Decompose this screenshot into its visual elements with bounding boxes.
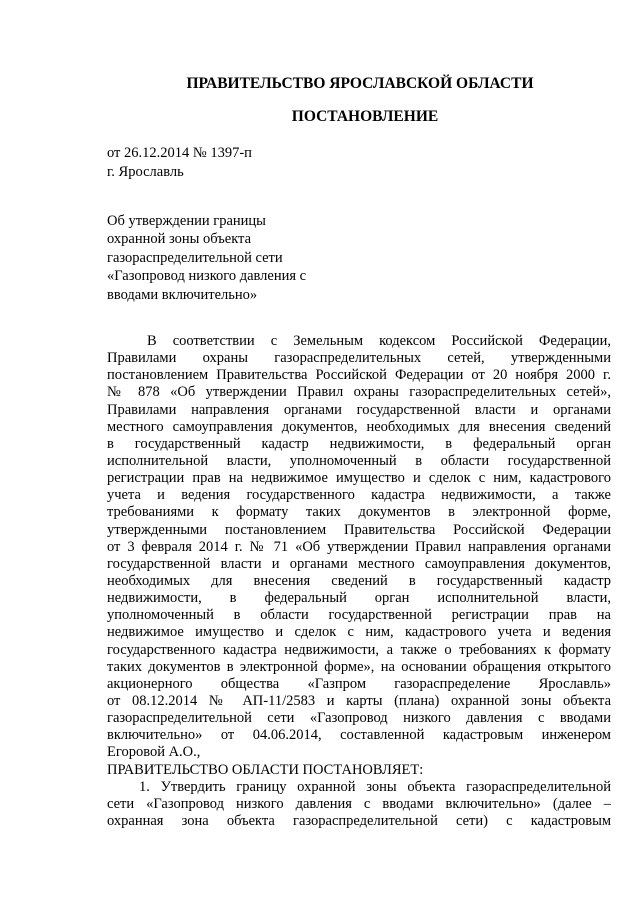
body-line: уполномоченный в области государственной регистрации прав на (107, 607, 611, 624)
body-line: № 878 «Об утверждении Правил охраны газораспределительных сетей», (107, 384, 611, 401)
document-meta (107, 144, 252, 182)
body-line: акционерного общества «Газпром газораспределение Ярославль» (107, 675, 611, 692)
body-line: таких документов в электронной форме», на основании обращения открытого (107, 658, 611, 675)
body-line: утвержденными постановлением Правительства Российской Федерации (107, 521, 611, 538)
subject-line: «Газопровод низкого давления с (107, 268, 307, 285)
subject-line: вводами включительно» (107, 286, 258, 303)
body-line: недвижимости, в федеральный орган исполнительной власти, (107, 590, 611, 607)
body-line: местного самоуправления документов, необходимых для внесения сведений (107, 418, 611, 435)
body-line: государственной власти и органами местного самоуправления документов, (107, 555, 611, 572)
subject-line: Об утверждении границы (107, 213, 266, 229)
body-line: государственного кадастра недвижимости, а также о требованиях к формату (107, 641, 611, 658)
body-line: исполнительной власти, уполномоченный в области государственной (107, 452, 611, 469)
body-line: требованиями к формату таких документов в электронной форме, (107, 504, 611, 521)
document-subject (107, 212, 306, 304)
document-type-title: ПОСТАНОВЛЕНИЕ (291, 108, 439, 125)
date-number: от 26.12.2014 № 1397-п (107, 145, 252, 161)
body-line: включительно» от 04.06.2014, составленной кадастровым инженером (107, 727, 611, 744)
body-line: Правилами охраны газораспределительных сетей, утвержденными (107, 350, 611, 367)
subject-line: охранной зоны объекта (107, 231, 252, 248)
body-line: постановлением Правительства Российской Федерации от 20 ноября 2000 г. (107, 367, 611, 384)
body-line: недвижимое имущество и сделок с ним, кадастрового учета и ведения (107, 624, 611, 641)
body-line: сети «Газопровод низкого давления с вводами включительно» (далее – (107, 795, 611, 812)
document-body (107, 333, 611, 830)
government-title: ПРАВИТЕЛЬСТВО ЯРОСЛАВСКОЙ ОБЛАСТИ (186, 75, 534, 92)
body-line: необходимых для внесения сведений в государственный кадастр (107, 572, 611, 589)
body-line: охранная зона объекта газораспределительной сети) с кадастровым (107, 812, 611, 829)
body-line: В соответствии с Земельным кодексом Российской Федерации, (147, 333, 611, 349)
body-line: от 3 февраля 2014 г. № 71 «Об утверждении Правил направления органами (107, 538, 611, 555)
city: г. Ярославль (107, 164, 184, 180)
body-line: от 08.12.2014 № АП-11/2583 и карты (плана) охранной зоны объекта (107, 692, 611, 709)
body-line: в государственный кадастр недвижимости, в федеральный орган (107, 435, 611, 452)
subject-line: газораспределительной сети (107, 249, 283, 266)
body-line: газораспределительной сети «Газопровод низкого давления с вводами (107, 710, 611, 727)
body-line: Егоровой А.О., (107, 744, 201, 761)
body-line: 1. Утвердить границу охранной зоны объекта газораспределительной (139, 778, 611, 795)
body-line: Правилами направления органами государственной власти и органами (107, 401, 611, 418)
body-line: регистрации прав на недвижимое имущество и сделок с ним, кадастрового (107, 470, 611, 487)
resolution-heading: ПРАВИТЕЛЬСТВО ОБЛАСТИ ПОСТАНОВЛЯЕТ: (107, 761, 424, 778)
body-line: учета и ведения государственного кадастра недвижимости, а также (107, 487, 611, 504)
